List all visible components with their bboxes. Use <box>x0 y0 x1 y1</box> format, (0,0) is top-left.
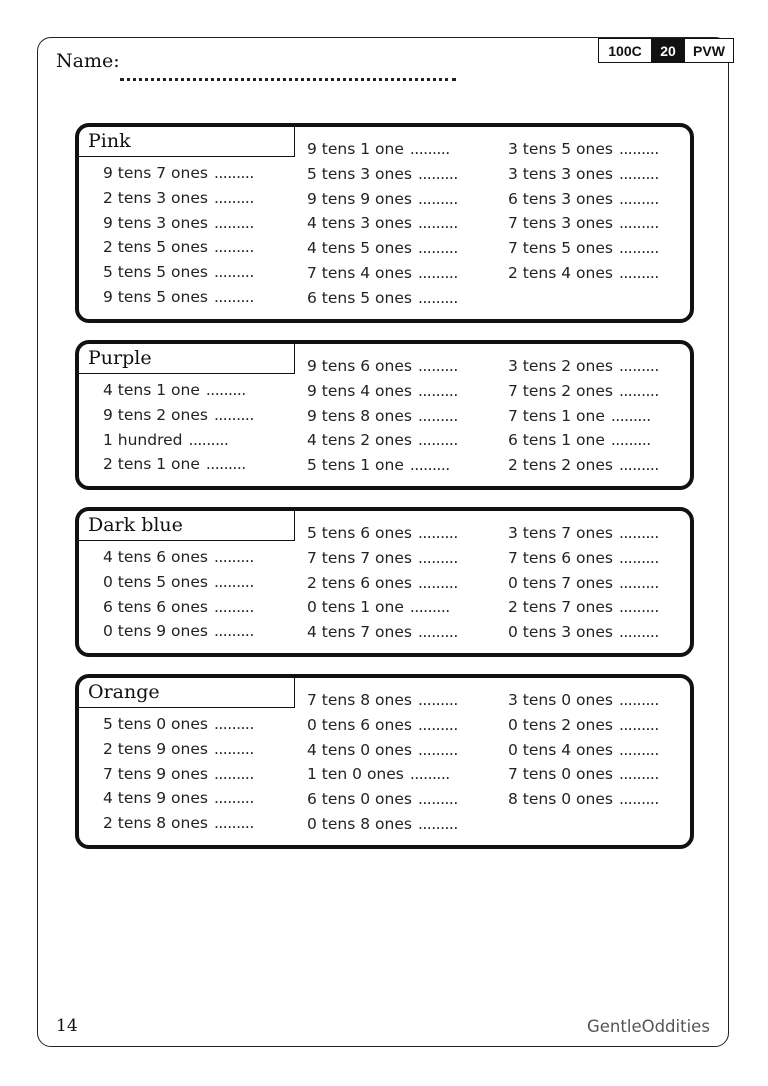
column-1 <box>103 161 254 310</box>
item-text: 9 tens 7 ones <box>103 164 208 182</box>
list-item <box>508 688 659 713</box>
answer-blank[interactable]: ......... <box>213 548 254 566</box>
item-text: 5 tens 6 ones <box>307 524 412 542</box>
answer-blank[interactable]: ......... <box>213 164 254 182</box>
answer-blank[interactable]: ......... <box>213 622 254 641</box>
item-text: 5 tens 3 ones <box>307 164 412 183</box>
item-text: 0 tens 9 ones <box>103 622 208 641</box>
item-text: 6 tens 0 ones <box>307 790 412 809</box>
item-text: 7 tens 8 ones <box>307 691 412 709</box>
list-item <box>508 428 659 453</box>
item-text: 2 tens 8 ones <box>103 814 208 833</box>
list-item <box>307 187 458 212</box>
item-text: 9 tens 5 ones <box>103 287 208 306</box>
code-level: 100C <box>599 39 652 62</box>
answer-blank[interactable]: ......... <box>417 715 458 734</box>
answer-blank[interactable]: ......... <box>417 288 458 307</box>
list-item <box>508 738 659 763</box>
item-text: 2 tens 4 ones <box>508 263 613 282</box>
answer-blank[interactable]: ......... <box>417 573 458 592</box>
answer-blank[interactable]: ......... <box>417 189 458 208</box>
item-text: 4 tens 6 ones <box>103 548 208 566</box>
section-title: Pink <box>79 127 295 157</box>
answer-blank[interactable]: ......... <box>417 406 458 425</box>
list-item <box>307 404 458 429</box>
item-text: 9 tens 1 one <box>307 140 404 158</box>
list-item <box>307 354 458 379</box>
answer-blank[interactable]: ......... <box>409 765 450 784</box>
answer-blank[interactable]: ......... <box>417 790 458 809</box>
item-text: 9 tens 4 ones <box>307 381 412 400</box>
column-3 <box>508 354 659 478</box>
item-text: 6 tens 6 ones <box>103 597 208 616</box>
item-text: 4 tens 5 ones <box>307 239 412 258</box>
item-text: 7 tens 2 ones <box>508 381 613 400</box>
list-item <box>103 595 254 620</box>
item-text: 3 tens 5 ones <box>508 140 613 158</box>
answer-blank[interactable]: ......... <box>618 524 659 542</box>
item-text: 0 tens 4 ones <box>508 740 613 759</box>
item-text: 4 tens 0 ones <box>307 740 412 759</box>
item-text: 0 tens 3 ones <box>508 623 613 642</box>
item-text: 9 tens 8 ones <box>307 406 412 425</box>
list-item <box>508 453 659 478</box>
answer-blank[interactable]: ......... <box>618 765 659 784</box>
name-field[interactable] <box>120 58 456 81</box>
answer-blank[interactable]: ......... <box>417 691 458 709</box>
answer-blank[interactable]: ......... <box>618 381 659 400</box>
list-item <box>103 235 254 260</box>
item-text: 2 tens 2 ones <box>508 456 613 475</box>
list-item <box>508 713 659 738</box>
item-text: 1 hundred <box>103 430 183 449</box>
list-item <box>307 211 458 236</box>
list-item <box>508 571 659 596</box>
answer-blank[interactable]: ......... <box>417 623 458 642</box>
answer-blank[interactable]: ......... <box>618 239 659 258</box>
list-item <box>103 619 254 644</box>
list-item <box>307 379 458 404</box>
list-item <box>103 570 254 595</box>
worksheet-code <box>598 38 734 63</box>
item-text: 5 tens 1 one <box>307 456 404 475</box>
answer-blank[interactable]: ......... <box>610 406 651 425</box>
answer-blank[interactable]: ......... <box>618 790 659 809</box>
answer-blank[interactable]: ......... <box>618 140 659 158</box>
item-text: 6 tens 3 ones <box>508 189 613 208</box>
list-item <box>103 211 254 236</box>
column-3 <box>508 137 659 286</box>
item-text: 7 tens 1 one <box>508 406 605 425</box>
item-text: 5 tens 5 ones <box>103 263 208 282</box>
answer-blank[interactable]: ......... <box>618 456 659 475</box>
list-item <box>307 620 458 645</box>
code-topic: PVW <box>684 39 733 62</box>
list-item <box>508 236 659 261</box>
answer-blank[interactable]: ......... <box>618 715 659 734</box>
section-title: Purple <box>79 344 295 374</box>
list-item <box>307 762 458 787</box>
item-text: 9 tens 3 ones <box>103 213 208 232</box>
column-2 <box>307 688 458 837</box>
item-text: 2 tens 3 ones <box>103 188 208 207</box>
answer-blank[interactable]: ......... <box>205 455 246 474</box>
item-text: 7 tens 6 ones <box>508 548 613 567</box>
answer-blank[interactable]: ......... <box>417 524 458 542</box>
list-item <box>103 545 254 570</box>
list-item <box>508 546 659 571</box>
item-text: 1 ten 0 ones <box>307 765 404 784</box>
item-text: 0 tens 5 ones <box>103 572 208 591</box>
item-text: 3 tens 3 ones <box>508 164 613 183</box>
section-pink <box>75 123 694 323</box>
answer-blank[interactable]: ......... <box>188 430 229 449</box>
item-text: 9 tens 2 ones <box>103 405 208 424</box>
list-item <box>307 713 458 738</box>
answer-blank[interactable]: ......... <box>213 263 254 282</box>
answer-blank[interactable]: ......... <box>618 740 659 759</box>
list-item <box>103 161 254 186</box>
answer-blank[interactable]: ......... <box>417 381 458 400</box>
item-text: 2 tens 7 ones <box>508 598 613 617</box>
list-item <box>103 403 254 428</box>
item-text: 4 tens 3 ones <box>307 214 412 233</box>
item-text: 8 tens 0 ones <box>508 790 613 809</box>
list-item <box>103 452 254 477</box>
answer-blank[interactable]: ......... <box>618 623 659 642</box>
list-item <box>103 811 254 836</box>
list-item <box>103 786 254 811</box>
list-item <box>307 137 458 162</box>
answer-blank[interactable]: ......... <box>417 740 458 759</box>
list-item <box>103 762 254 787</box>
brand-logo: GentleOddities <box>587 1017 710 1036</box>
column-3 <box>508 688 659 812</box>
list-item <box>307 546 458 571</box>
column-2 <box>307 354 458 478</box>
item-text: 7 tens 5 ones <box>508 239 613 258</box>
list-item <box>508 521 659 546</box>
list-item <box>508 261 659 286</box>
answer-blank[interactable]: ......... <box>213 238 254 257</box>
list-item <box>508 211 659 236</box>
list-item <box>103 260 254 285</box>
list-item <box>307 428 458 453</box>
answer-blank[interactable]: ......... <box>213 213 254 232</box>
item-text: 5 tens 0 ones <box>103 715 208 733</box>
answer-blank[interactable]: ......... <box>213 188 254 207</box>
answer-blank[interactable]: ......... <box>417 239 458 258</box>
list-item <box>103 378 254 403</box>
list-item <box>508 787 659 812</box>
answer-blank[interactable]: ......... <box>213 597 254 616</box>
column-1 <box>103 378 254 477</box>
answer-blank[interactable]: ......... <box>409 598 450 617</box>
code-number: 20 <box>652 39 684 62</box>
answer-blank[interactable]: ......... <box>213 572 254 591</box>
answer-blank[interactable]: ......... <box>417 357 458 375</box>
answer-blank[interactable]: ......... <box>205 381 246 399</box>
answer-blank[interactable]: ......... <box>610 431 651 450</box>
list-item <box>307 162 458 187</box>
item-text: 0 tens 6 ones <box>307 715 412 734</box>
answer-blank[interactable]: ......... <box>618 548 659 567</box>
answer-blank[interactable]: ......... <box>213 739 254 758</box>
answer-blank[interactable]: ......... <box>213 764 254 783</box>
item-text: 6 tens 5 ones <box>307 288 412 307</box>
list-item <box>307 453 458 478</box>
item-text: 2 tens 5 ones <box>103 238 208 257</box>
answer-blank[interactable]: ......... <box>618 214 659 233</box>
answer-blank[interactable]: ......... <box>618 357 659 375</box>
answer-blank[interactable]: ......... <box>618 573 659 592</box>
item-text: 6 tens 1 one <box>508 431 605 450</box>
answer-blank[interactable]: ......... <box>213 405 254 424</box>
list-item <box>307 521 458 546</box>
answer-blank[interactable]: ......... <box>618 691 659 709</box>
list-item <box>508 187 659 212</box>
item-text: 7 tens 9 ones <box>103 764 208 783</box>
item-text: 7 tens 7 ones <box>307 548 412 567</box>
answer-blank[interactable]: ......... <box>213 814 254 833</box>
answer-blank[interactable]: ......... <box>417 263 458 282</box>
column-3 <box>508 521 659 645</box>
answer-blank[interactable]: ......... <box>417 431 458 450</box>
section-orange <box>75 674 694 849</box>
answer-blank[interactable]: ......... <box>618 164 659 183</box>
item-text: 4 tens 7 ones <box>307 623 412 642</box>
column-1 <box>103 545 254 644</box>
answer-blank[interactable]: ......... <box>618 189 659 208</box>
item-text: 7 tens 3 ones <box>508 214 613 233</box>
list-item <box>508 762 659 787</box>
answer-blank[interactable]: ......... <box>213 789 254 808</box>
item-text: 0 tens 2 ones <box>508 715 613 734</box>
list-item <box>307 787 458 812</box>
item-text: 4 tens 2 ones <box>307 431 412 450</box>
list-item <box>508 162 659 187</box>
item-text: 3 tens 2 ones <box>508 357 613 375</box>
list-item <box>307 595 458 620</box>
section-title: Dark blue <box>79 511 295 541</box>
page-number: 14 <box>56 1016 78 1036</box>
answer-blank[interactable]: ......... <box>417 164 458 183</box>
list-item <box>307 688 458 713</box>
list-item <box>508 379 659 404</box>
answer-blank[interactable]: ......... <box>618 598 659 617</box>
answer-blank[interactable]: ......... <box>417 548 458 567</box>
list-item <box>307 812 458 837</box>
answer-blank[interactable]: ......... <box>618 263 659 282</box>
list-item <box>508 354 659 379</box>
item-text: 4 tens 9 ones <box>103 789 208 808</box>
answer-blank[interactable]: ......... <box>213 715 254 733</box>
item-text: 0 tens 7 ones <box>508 573 613 592</box>
column-2 <box>307 521 458 645</box>
name-label: Name: <box>56 50 120 72</box>
item-text: 2 tens 1 one <box>103 455 200 474</box>
answer-blank[interactable]: ......... <box>417 814 458 833</box>
item-text: 2 tens 6 ones <box>307 573 412 592</box>
list-item <box>307 286 458 311</box>
list-item <box>103 712 254 737</box>
item-text: 0 tens 1 one <box>307 598 404 617</box>
list-item <box>508 404 659 429</box>
column-2 <box>307 137 458 311</box>
column-1 <box>103 712 254 836</box>
item-text: 4 tens 1 one <box>103 381 200 399</box>
item-text: 7 tens 4 ones <box>307 263 412 282</box>
item-text: 0 tens 8 ones <box>307 814 412 833</box>
item-text: 7 tens 0 ones <box>508 765 613 784</box>
item-text: 3 tens 0 ones <box>508 691 613 709</box>
answer-blank[interactable]: ......... <box>409 140 450 158</box>
item-text: 2 tens 9 ones <box>103 739 208 758</box>
section-title: Orange <box>79 678 295 708</box>
list-item <box>508 137 659 162</box>
item-text: 9 tens 6 ones <box>307 357 412 375</box>
list-item <box>103 428 254 453</box>
item-text: 9 tens 9 ones <box>307 189 412 208</box>
list-item <box>307 261 458 286</box>
answer-blank[interactable]: ......... <box>213 287 254 306</box>
list-item <box>508 620 659 645</box>
list-item <box>307 738 458 763</box>
section-purple <box>75 340 694 490</box>
list-item <box>307 236 458 261</box>
section-dark-blue <box>75 507 694 657</box>
answer-blank[interactable]: ......... <box>417 214 458 233</box>
answer-blank[interactable]: ......... <box>409 456 450 475</box>
list-item <box>103 737 254 762</box>
list-item <box>508 595 659 620</box>
list-item <box>103 186 254 211</box>
item-text: 3 tens 7 ones <box>508 524 613 542</box>
list-item <box>103 285 254 310</box>
list-item <box>307 571 458 596</box>
